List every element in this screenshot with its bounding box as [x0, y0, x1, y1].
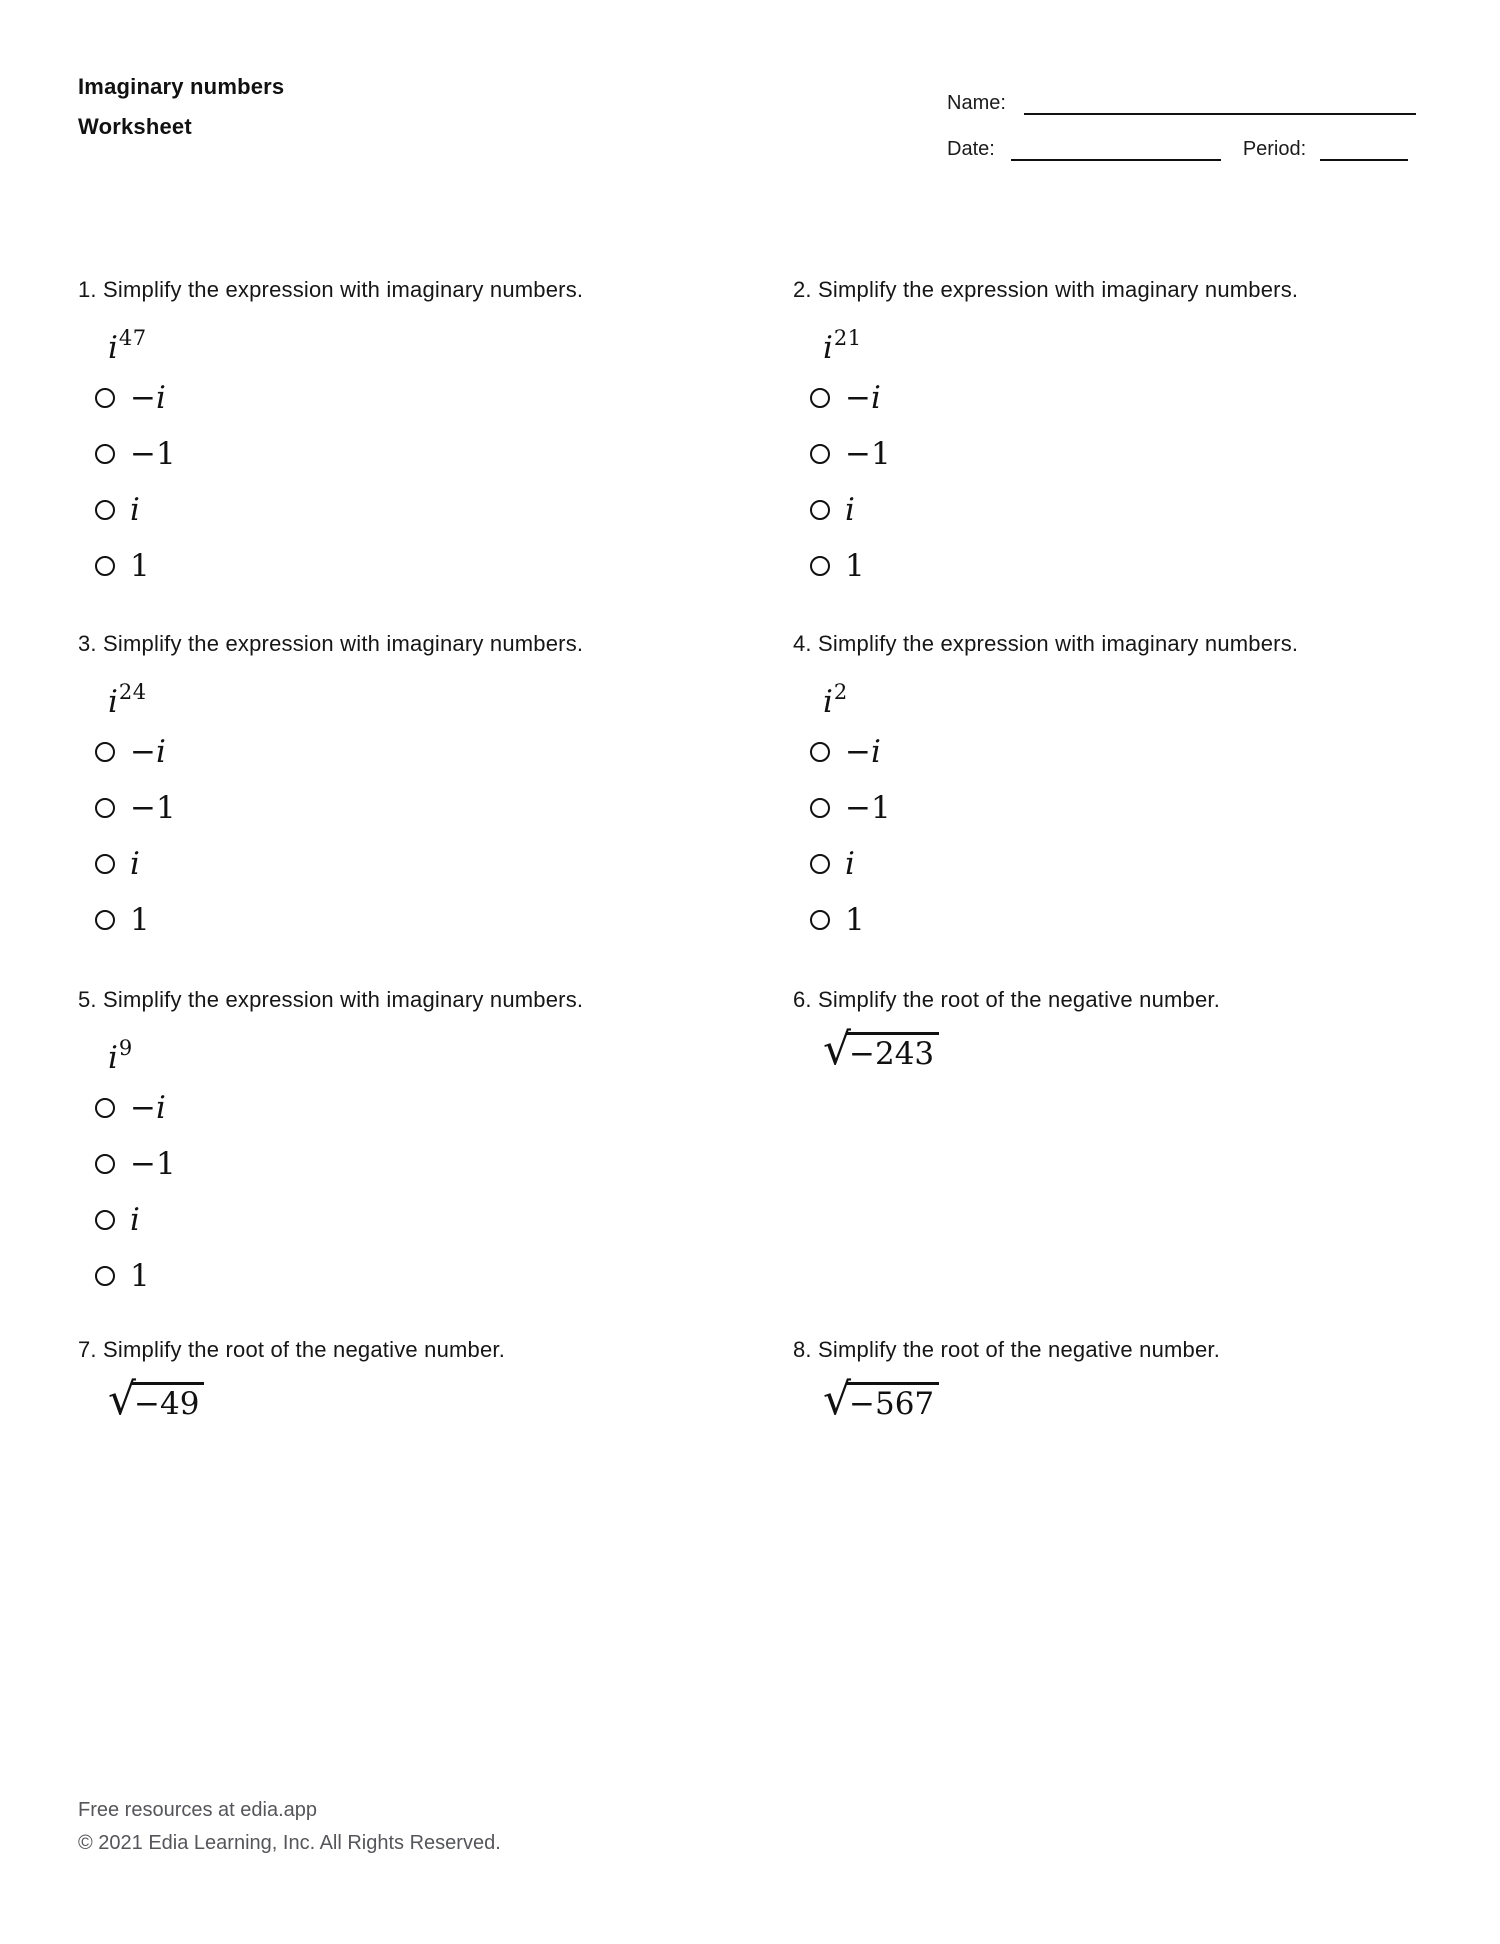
option-neg-1[interactable]: −1: [78, 1136, 738, 1192]
radio-button-icon[interactable]: [95, 798, 115, 818]
question-3: [78, 630, 738, 948]
math-expression: [108, 1030, 738, 1076]
radio-button-icon[interactable]: [95, 1154, 115, 1174]
radicand: −243: [847, 1032, 939, 1073]
square-root-expression: [108, 1374, 204, 1425]
radio-button-icon[interactable]: [810, 388, 830, 408]
date-label: Date:: [947, 138, 995, 160]
option-i[interactable]: i: [793, 482, 1453, 538]
answer-options: [793, 724, 1453, 948]
option-i[interactable]: i: [793, 836, 1453, 892]
math-expression: [108, 674, 738, 720]
footer-copyright-text: © 2021 Edia Learning, Inc. All Rights Reserved.: [78, 1832, 501, 1854]
radio-button-icon[interactable]: [810, 798, 830, 818]
option-neg-i[interactable]: −i: [793, 370, 1453, 426]
question-7: [78, 1336, 738, 1425]
expression-base: i: [823, 330, 833, 366]
question-title: 5. Simplify the expression with imaginary numbers.: [78, 987, 584, 1012]
option-neg-i[interactable]: −i: [78, 724, 738, 780]
question-2: [793, 276, 1453, 594]
radio-button-icon[interactable]: [95, 500, 115, 520]
radical-sign: √: [823, 1374, 852, 1425]
expression-exponent: 24: [118, 680, 147, 704]
date-blank-line: [1011, 143, 1221, 161]
name-field-row: [947, 92, 1416, 115]
option-neg-i[interactable]: −i: [78, 1080, 738, 1136]
question-4: [793, 630, 1453, 948]
expression-exponent: 2: [833, 680, 848, 704]
math-expression: [823, 1374, 1453, 1425]
radio-button-icon[interactable]: [95, 444, 115, 464]
square-root-expression: [823, 1024, 939, 1075]
name-blank-line: [1024, 97, 1416, 115]
answer-options: [78, 724, 738, 948]
period-blank-line: [1320, 143, 1408, 161]
option-i[interactable]: i: [78, 836, 738, 892]
question-title: 6. Simplify the root of the negative number.: [793, 987, 1221, 1012]
math-expression: [108, 1374, 738, 1425]
radio-button-icon[interactable]: [95, 854, 115, 874]
radio-button-icon[interactable]: [810, 742, 830, 762]
option-neg-i[interactable]: −i: [78, 370, 738, 426]
worksheet-title-line2: Worksheet: [78, 114, 192, 139]
radical-sign: √: [108, 1374, 137, 1425]
option-neg-1[interactable]: −1: [793, 780, 1453, 836]
math-expression: [823, 1024, 1453, 1075]
question-8: [793, 1336, 1453, 1425]
option-neg-1[interactable]: −1: [78, 780, 738, 836]
radio-button-icon[interactable]: [95, 1210, 115, 1230]
expression-base: i: [108, 1040, 118, 1076]
radio-button-icon[interactable]: [95, 742, 115, 762]
expression-base: i: [108, 330, 118, 366]
math-expression: [823, 674, 1453, 720]
option-neg-1[interactable]: −1: [793, 426, 1453, 482]
expression-base: i: [108, 684, 118, 720]
radicand: −567: [847, 1382, 939, 1423]
expression-base: i: [823, 684, 833, 720]
radio-button-icon[interactable]: [810, 500, 830, 520]
question-5: [78, 986, 738, 1304]
radio-button-icon[interactable]: [810, 910, 830, 930]
question-title: 1. Simplify the expression with imaginary numbers.: [78, 277, 584, 302]
footer-resources-text: Free resources at edia.app: [78, 1799, 318, 1821]
worksheet-title-line1: Imaginary numbers: [78, 74, 285, 99]
question-title: 2. Simplify the expression with imaginary numbers.: [793, 277, 1299, 302]
option-1[interactable]: 1: [793, 892, 1453, 948]
radio-button-icon[interactable]: [810, 854, 830, 874]
question-title: 8. Simplify the root of the negative number.: [793, 1337, 1221, 1362]
radio-button-icon[interactable]: [95, 556, 115, 576]
answer-options: [78, 1080, 738, 1304]
radio-button-icon[interactable]: [810, 444, 830, 464]
question-1: [78, 276, 738, 594]
worksheet-title: [78, 67, 284, 147]
option-neg-i[interactable]: −i: [793, 724, 1453, 780]
period-label: Period:: [1242, 138, 1307, 160]
radicand: −49: [132, 1382, 204, 1423]
date-period-field-row: [947, 138, 1408, 161]
option-i[interactable]: i: [78, 482, 738, 538]
page-footer: [78, 1794, 501, 1860]
question-title: 4. Simplify the expression with imaginary numbers.: [793, 631, 1299, 656]
question-6: [793, 986, 1453, 1075]
math-expression: [108, 320, 738, 366]
option-1[interactable]: 1: [78, 892, 738, 948]
option-1[interactable]: 1: [78, 538, 738, 594]
question-title: 3. Simplify the expression with imaginary numbers.: [78, 631, 584, 656]
question-title: 7. Simplify the root of the negative number.: [78, 1337, 506, 1362]
option-1[interactable]: 1: [793, 538, 1453, 594]
answer-options: [793, 370, 1453, 594]
radio-button-icon[interactable]: [95, 1266, 115, 1286]
radical-sign: √: [823, 1024, 852, 1075]
option-1[interactable]: 1: [78, 1248, 738, 1304]
radio-button-icon[interactable]: [95, 910, 115, 930]
option-i[interactable]: i: [78, 1192, 738, 1248]
expression-exponent: 47: [118, 326, 147, 350]
expression-exponent: 9: [118, 1036, 133, 1060]
name-label: Name:: [947, 92, 1006, 114]
radio-button-icon[interactable]: [810, 556, 830, 576]
math-expression: [823, 320, 1453, 366]
radio-button-icon[interactable]: [95, 388, 115, 408]
expression-exponent: 21: [833, 326, 862, 350]
answer-options: [78, 370, 738, 594]
option-neg-1[interactable]: −1: [78, 426, 738, 482]
radio-button-icon[interactable]: [95, 1098, 115, 1118]
square-root-expression: [823, 1374, 939, 1425]
